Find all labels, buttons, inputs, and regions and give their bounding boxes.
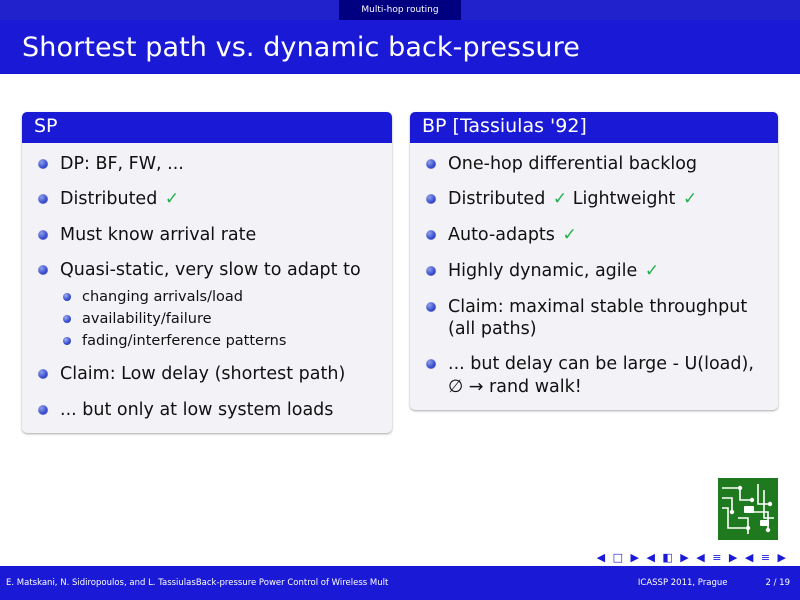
sp-sublist: [60, 288, 380, 351]
sub-list-item: [60, 288, 380, 307]
check-icon: ✓: [164, 189, 180, 210]
list-item-text: Auto-adapts: [448, 225, 555, 246]
list-item: [34, 399, 380, 421]
list-item: [34, 153, 380, 175]
list-item-text: Must know arrival rate: [60, 225, 257, 246]
bullet-icon: [38, 405, 48, 415]
list-item: [34, 224, 380, 246]
bullet-icon: [38, 159, 48, 169]
nav-arrows[interactable]: ◀ □ ▶ ◀ ◧ ▶ ◀ ≡ ▶ ◀ ≡ ▶: [596, 551, 788, 564]
list-item-text: Claim: Low delay (shortest path): [60, 364, 346, 385]
bullet-icon: [426, 359, 436, 369]
slide-body: [0, 74, 800, 566]
block-bp-title: BP [Tassiulas '92]: [410, 112, 778, 143]
list-item: [422, 296, 766, 341]
bullet-icon: [38, 194, 48, 204]
sub-bullet-icon: [63, 337, 71, 345]
sp-list: [34, 153, 380, 421]
nav-right-filler: [461, 0, 800, 20]
check-icon: ✓: [552, 189, 568, 210]
footer-page-number: 2 / 19: [765, 578, 790, 588]
check-icon-2: ✓: [682, 189, 698, 210]
sub-list-item: [60, 310, 380, 329]
logo-circuit-icon: [718, 478, 778, 540]
list-item-text: ... but delay can be large - U(load), ∅ → rand walk!: [448, 354, 754, 397]
list-item-text-2: Lightweight: [572, 189, 676, 210]
bullet-icon: [38, 369, 48, 379]
sub-list-item-text: availability/failure: [82, 310, 212, 327]
page-title: Shortest path vs. dynamic back-pressure: [22, 31, 580, 63]
bullet-icon: [426, 194, 436, 204]
block-sp-title: SP: [22, 112, 392, 143]
nav-section-label[interactable]: Multi-hop routing: [339, 0, 460, 20]
footer-conference: ICASSP 2011, Prague: [637, 578, 728, 588]
check-icon: ✓: [644, 260, 660, 281]
block-bp-body: [410, 143, 778, 410]
list-item-text: Distributed: [448, 189, 546, 210]
list-item: [34, 188, 380, 211]
list-item-text: Highly dynamic, agile: [448, 260, 638, 281]
list-item: [422, 188, 766, 211]
top-navigation-bar: [0, 0, 800, 20]
block-sp: [22, 112, 392, 433]
sub-bullet-icon: [63, 315, 71, 323]
list-item: [422, 153, 766, 175]
list-item-text: Distributed: [60, 189, 158, 210]
list-item: [34, 259, 380, 350]
list-item: [422, 353, 766, 398]
footer-authors: E. Matskani, N. Sidiropoulos, and L. Tassiulas: [6, 578, 196, 588]
list-item-text: One-hop differential backlog: [448, 153, 698, 174]
list-item: [422, 260, 766, 283]
nav-left-filler: [0, 0, 339, 20]
slide-title-band: [0, 20, 800, 74]
bp-list: [422, 153, 766, 398]
list-item: [34, 363, 380, 385]
bullet-icon: [426, 159, 436, 169]
check-icon: ✓: [562, 225, 577, 246]
sub-list-item-text: changing arrivals/load: [82, 288, 243, 305]
list-item-text: Quasi-static, very slow to adapt to: [60, 260, 361, 281]
list-item: [422, 224, 766, 247]
bullet-icon: [38, 265, 48, 275]
bullet-icon: [426, 302, 436, 312]
sub-list-item-text: fading/interference patterns: [82, 332, 287, 349]
beamer-nav-glyphs[interactable]: [597, 551, 788, 564]
bullet-icon: [426, 230, 436, 240]
list-item-text: ... but only at low system loads: [60, 399, 334, 420]
footer-paper-title: Back-pressure Power Control of Wireless Mult: [195, 578, 389, 588]
block-sp-body: [22, 143, 392, 433]
sub-list-item: [60, 332, 380, 351]
bullet-icon: [38, 230, 48, 240]
institution-logo: [718, 478, 778, 540]
slide-footer: [0, 566, 800, 600]
list-item-text: Claim: maximal stable throughput (all paths): [448, 296, 748, 339]
block-bp: [410, 112, 778, 410]
bullet-icon: [426, 266, 436, 276]
list-item-text: DP: BF, FW, ...: [60, 153, 184, 174]
sub-bullet-icon: [63, 293, 71, 301]
